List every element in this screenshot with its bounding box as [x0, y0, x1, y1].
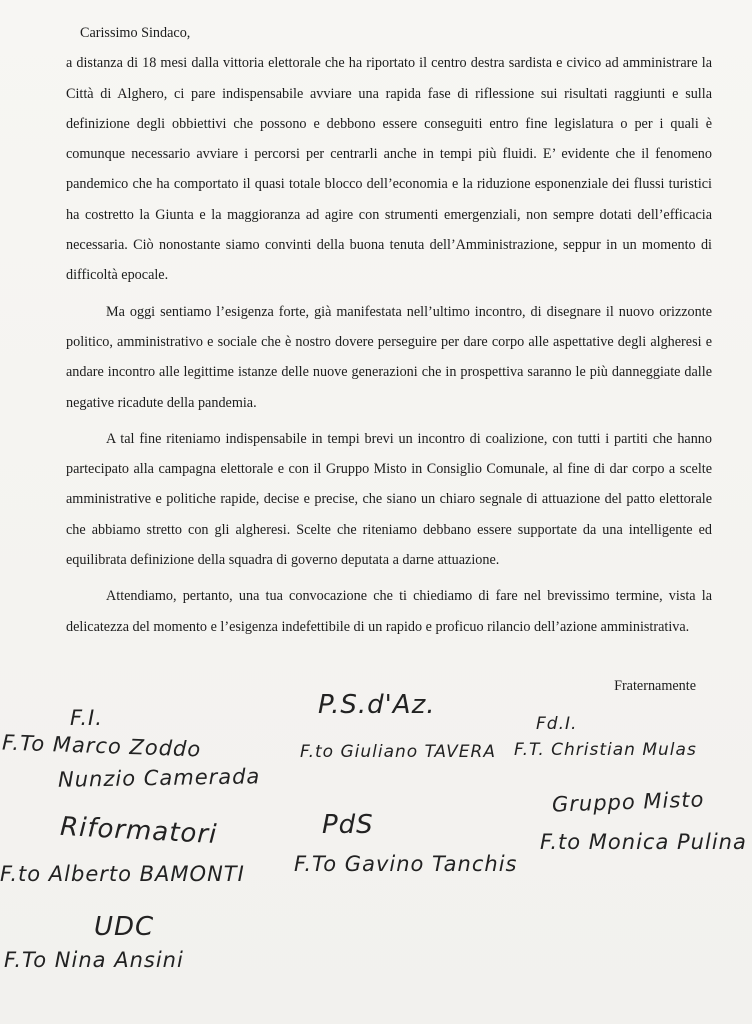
paragraph-4: Attendiamo, pertanto, una tua convocazione che ti chiediamo di fare nel brevissimo termine, vista la delicatezza del momento e l’esigenza indefettibile di un rapido e proficuo rilancio dell’azione amministrativa. — [66, 588, 712, 635]
closing: Fraternamente — [614, 678, 696, 694]
signature-rif-line: F.to Alberto BAMONTI — [0, 862, 245, 886]
signature-misto-party: Gruppo Misto — [551, 787, 705, 817]
paragraph-3: A tal fine riteniamo indispensabile in tempi brevi un incontro di coalizione, con tutti i partiti che hanno partecipato alla campagna elettorale e con il Gruppo Misto in Consiglio Comunale, al fine di dar corpo a scelte amministrative e politiche rapide, decise e precise, che siano un chiaro segnale di attuazione del patto elettorale che abbiamo stretto con gli algheresi. Scelte che riteniamo debbano essere supportate da una intelligente ed equilibrata definizione della squadra di governo deputata a darne attuazione. — [66, 430, 712, 569]
signature-misto-line: F.to Monica Pulina — [540, 830, 747, 854]
letter-body — [66, 18, 712, 642]
signature-psdaz-line: F.to Giuliano TAVERA — [300, 742, 496, 762]
signature-rif-party: Riformatori — [59, 811, 219, 851]
signature-fi-line2: Nunzio Camerada — [57, 764, 261, 792]
signature-udc-line: F.To Nina Ansini — [4, 948, 184, 972]
signature-psdaz-party: P.S.d'Az. — [318, 690, 436, 720]
greeting: Carissimo Sindaco, — [80, 25, 191, 41]
signature-fi-party: F.I. — [70, 706, 103, 730]
signature-pds-party: PdS — [322, 810, 374, 840]
signature-udc-party: UDC — [94, 912, 155, 942]
signature-fi-line1: F.To Marco Zoddo — [1, 730, 202, 762]
paragraph-2: Ma oggi sentiamo l’esigenza forte, già manifestata nell’ultimo incontro, di disegnare il nuovo orizzonte politico, amministrativo e sociale che è nostro dovere perseguire per dare corpo alle aspettative degli algheresi e andare incontro alle legittime istanze delle nuove generazioni che in prospettiva saranno le più danneggiate dalle negative ricadute della pandemia. — [66, 303, 712, 411]
signature-fdi-party: Fd.I. — [536, 714, 578, 734]
signature-fdi-line: F.T. Christian Mulas — [514, 740, 697, 760]
paragraph-1: a distanza di 18 mesi dalla vittoria elettorale che ha riportato il centro destra sardista e civico ad amministrare la Città di Alghero, ci pare indispensabile avviare una rapida fase di riflessione sui risultati raggiunti e sulla definizione degli obbiettivi che possono e debbono essere conseguiti entro fine legislatura o per i quali è comunque necessario avviare i percorsi per centrarli anche in tempi più fluidi. E’ evidente che il fenomeno pandemico che ha comportato il quasi totale blocco dell’economia e la riduzione esponenziale dei flussi turistici ha costretto la Giunta e la maggioranza ad agire con strumenti emergenziali, non sempre dotati dell’efficacia necessaria. Ciò nonostante siamo convinti della buona tenuta dell’Amministrazione, seppur in un momento di difficoltà epocale. — [66, 55, 712, 284]
signature-pds-line: F.To Gavino Tanchis — [294, 852, 518, 876]
